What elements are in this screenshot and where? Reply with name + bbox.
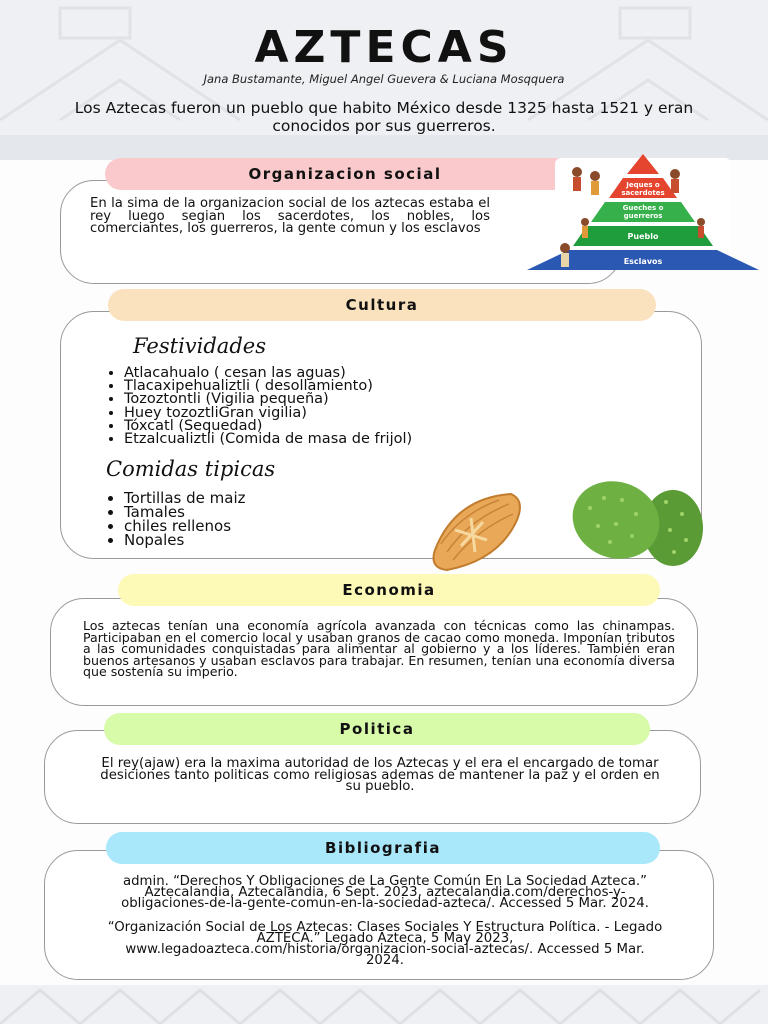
pyramid-level-2: Gueches o: [622, 204, 664, 212]
politica-text: El rey(ajaw) era la maxima autoridad de los Aztecas y el era el encargado de tomar desiciones tanto politicas como religiosas ademas de mantener la paz y el orden en su pueblo.: [100, 756, 660, 794]
economia-heading: Economia: [118, 574, 660, 606]
svg-text:sacerdotes: sacerdotes: [621, 189, 665, 197]
comidas-title: Comidas tipicas: [106, 457, 276, 481]
aztec-pattern-footer: [0, 985, 768, 1024]
reference-2: “Organización Social de Los Aztecas: Clases Sociales Y Estructura Política. - Legado AZTECA.” Legado Azteca, 5 May 2023, www.legadoazteca.com/historia/organizacion-social-aztecas/. Accessed 5 Mar. 2024.: [107, 919, 663, 969]
svg-text:guerreros: guerreros: [623, 212, 663, 220]
list-item: • Tlacaxipehualiztli ( desollamiento): [124, 380, 412, 393]
list-item: • Tozoztontli (Vigilia pequeña): [124, 393, 412, 406]
list-item: • Huey tozoztliGran vigilia): [124, 407, 412, 420]
cultura-heading: Cultura: [108, 289, 656, 321]
pyramid-level-3: Pueblo: [627, 232, 659, 241]
reference-1: admin. “Derechos Y Obligaciones de La Gente Común En La Sociedad Azteca.” Aztecalandia, Aztecalandia, 6 Sept. 2023, aztecalandia.com/derechos-y-obligaciones-de-la-gente-comun-en-la-sociedad-azteca/. Accessed 5 Mar. 2024.: [121, 874, 649, 912]
authors: Jana Bustamante, Miguel Angel Guevera & Luciana Mosqquera: [203, 72, 565, 86]
list-item: • Tortillas de maiz: [124, 491, 245, 505]
list-item: • Atlacahualo ( cesan las aguas): [124, 367, 412, 380]
page-title: AZTECAS: [254, 22, 514, 73]
festividades-title: Festividades: [133, 334, 266, 358]
list-item: • Etzalcualiztli (Comida de masa de frijol): [124, 433, 412, 446]
nopal-illustration: [570, 478, 704, 570]
bibliografia-heading: Bibliografia: [106, 832, 660, 864]
intro-text: Los Aztecas fueron un pueblo que habito México desde 1325 hasta 1521 y eran conocidos por sus guerreros.: [74, 99, 694, 135]
economia-text: Los aztecas tenían una economía agrícola avanzada con técnicas como las chinampas. Participaban en el comercio local y usaban granos de cacao como moneda. Imponían tributos a las comunidades conquistadas para alimentar al gobierno y a los líderes. También eran buenos artesanos y usaban esclavos para trabajar. En resumen, tenían una economía diversa que sostenía su imperio.: [83, 618, 675, 679]
organizacion-text: En la sima de la organizacion social de los aztecas estaba el rey luego segian los sacerdotes, los nobles, los comerciantes, los guerreros, la gente comun y los esclavos: [90, 196, 490, 236]
comidas-list: [102, 491, 245, 547]
list-item: • chiles rellenos: [124, 519, 245, 533]
festividades-list: [102, 367, 412, 446]
list-item: • Tamales: [124, 505, 245, 519]
bibliografia-refs: [105, 876, 665, 978]
politica-heading: Politica: [104, 713, 650, 745]
tamal-illustration: [425, 490, 525, 572]
list-item: • Tóxcatl (Sequedad): [124, 420, 412, 433]
organizacion-heading: Organizacion social: [105, 158, 585, 190]
pyramid-level-4: Esclavos: [623, 257, 663, 266]
social-pyramid-illustration: [525, 150, 761, 272]
pyramid-level-1: Jeques o: [626, 181, 660, 189]
list-item: • Nopales: [124, 533, 245, 547]
